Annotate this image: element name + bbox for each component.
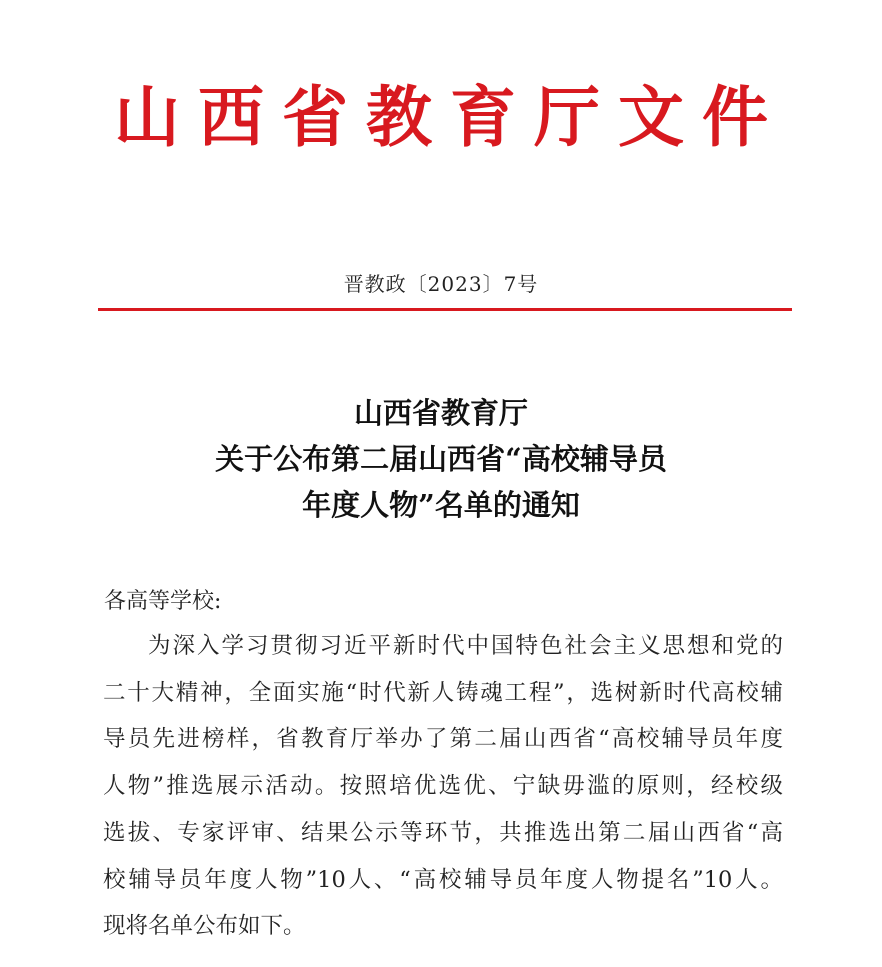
body-line: 二十大精神，全面实施“时代新人铸魂工程”，选树新时代高校辅 xyxy=(103,679,783,706)
body-line: 为深入学习贯彻习近平新时代中国特色社会主义思想和党的 xyxy=(148,633,783,659)
body-line: 校辅导员年度人物”10人、“高校辅导员年度人物提名”10人。 xyxy=(103,866,783,893)
title-line-issuer: 山西省教育厅 xyxy=(353,396,528,430)
title-line-subject-end: 年度人物”名单的通知 xyxy=(302,488,580,522)
body-line: 导员先进榜样，省教育厅举办了第二届山西省“高校辅导员年度 xyxy=(103,726,783,753)
body-paragraph xyxy=(103,623,783,950)
document-number: 晋教政〔2023〕7号 xyxy=(343,272,539,296)
body-line: 现将名单公布如下。 xyxy=(103,913,306,940)
notice-title xyxy=(0,390,882,528)
red-divider-rule xyxy=(98,308,792,311)
body-line: 选拔、专家评审、结果公示等环节，共推选出第二届山西省“高 xyxy=(103,819,783,846)
body-line: 人物”推选展示活动。按照培优选优、宁缺毋滥的原则，经校级 xyxy=(103,773,783,800)
title-line-subject: 关于公布第二届山西省“高校辅导员 xyxy=(215,442,667,476)
masthead-title: 山西省教育厅文件 xyxy=(114,79,786,156)
salutation: 各高等学校: xyxy=(104,589,222,614)
